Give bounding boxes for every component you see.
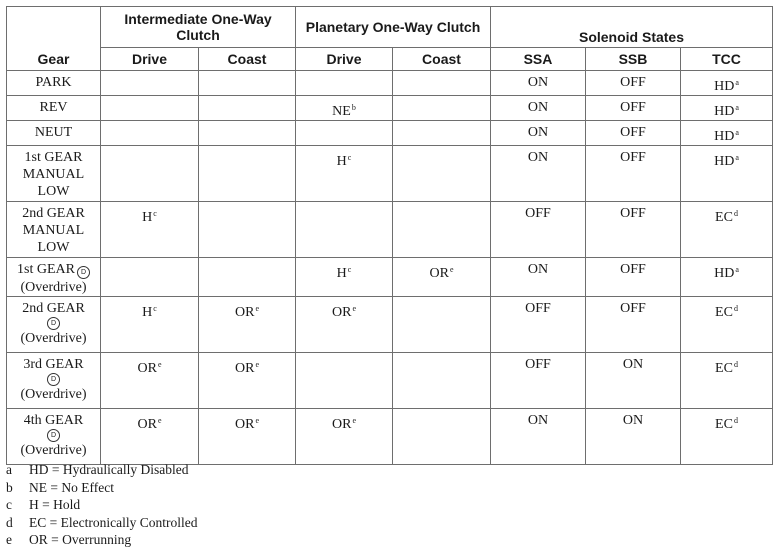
footnote-marker: e (157, 416, 162, 425)
cell-intermediate-drive (101, 146, 199, 202)
solenoid-states-table (6, 6, 773, 465)
cell-planetary-coast (393, 71, 491, 96)
overdrive-icon: D (47, 373, 60, 386)
footnote-marker: e (255, 416, 259, 425)
footnote-key: d (6, 514, 13, 530)
gear-label (7, 121, 101, 146)
cell-value: ON (527, 150, 549, 165)
table-row (7, 146, 773, 202)
footnote-marker: d (733, 304, 738, 313)
cell-intermediate-drive (101, 121, 199, 146)
cell-value: ON (622, 357, 644, 372)
cell-value: OR (429, 266, 449, 281)
gear-label-line: (Overdrive) (20, 280, 87, 295)
gear-label-line: LOW (37, 240, 70, 255)
cell-value: H (336, 154, 347, 169)
cell-value: OR (234, 417, 255, 432)
footnote-text: NE = No Effect (29, 479, 114, 495)
cell-value: H (336, 266, 347, 281)
cell-planetary-drive (296, 96, 393, 121)
cell-value: OFF (525, 301, 551, 316)
footnote-marker: c (153, 209, 157, 218)
cell-intermediate-drive (101, 96, 199, 121)
cell-intermediate-drive (101, 71, 199, 96)
footnote-marker: e (449, 265, 454, 274)
table-row (7, 96, 773, 121)
overdrive-icon: D (47, 429, 60, 442)
cell-value: OR (137, 417, 157, 432)
header-solenoid-states: Solenoid States (491, 7, 773, 48)
footnote-marker: a (735, 103, 739, 112)
cell-planetary-coast (393, 353, 491, 409)
cell-intermediate-drive (101, 353, 199, 409)
footnote-marker: e (255, 360, 259, 369)
cell-ssb (586, 353, 681, 409)
gear-label-line: 1st GEAR (17, 262, 75, 277)
cell-tcc (681, 258, 773, 297)
cell-intermediate-coast (199, 258, 296, 297)
gear-label (7, 146, 101, 202)
cell-value: OR (331, 417, 352, 432)
cell-planetary-coast (393, 96, 491, 121)
header-gear: Gear (7, 7, 101, 71)
cell-intermediate-coast (199, 96, 296, 121)
table-body (7, 71, 773, 465)
cell-value: HD (714, 104, 735, 119)
cell-intermediate-drive (101, 409, 199, 465)
cell-intermediate-coast (199, 353, 296, 409)
cell-value: OFF (620, 125, 646, 140)
gear-label-line: 2nd GEAR (22, 206, 85, 221)
cell-ssb (586, 297, 681, 353)
gear-label (7, 202, 101, 258)
cell-planetary-coast (393, 146, 491, 202)
gear-label (7, 409, 101, 465)
cell-tcc (681, 409, 773, 465)
cell-value: NE (332, 104, 351, 119)
cell-tcc (681, 96, 773, 121)
gear-label-line: (Overdrive) (20, 387, 87, 402)
cell-value: HD (714, 79, 735, 94)
cell-tcc (681, 353, 773, 409)
cell-planetary-drive (296, 202, 393, 258)
gear-label-line: 2nd GEAR (22, 301, 85, 316)
footnote-marker: a (735, 265, 739, 274)
footnote-text: EC = Electronically Controlled (29, 514, 198, 530)
footnote-marker: a (735, 153, 739, 162)
cell-planetary-coast (393, 258, 491, 297)
cell-ssa (491, 258, 586, 297)
cell-value: OR (137, 361, 157, 376)
footnote-marker: e (255, 304, 259, 313)
header-planetary-drive: Drive (296, 48, 393, 71)
cell-value: EC (715, 417, 733, 432)
cell-ssb (586, 121, 681, 146)
gear-label (7, 71, 101, 96)
footnote-marker: b (351, 103, 356, 112)
footnote-marker: d (733, 416, 738, 425)
cell-planetary-coast (393, 121, 491, 146)
footnote-item (6, 514, 406, 532)
cell-tcc (681, 297, 773, 353)
cell-value: EC (715, 305, 733, 320)
gear-label (7, 258, 101, 297)
cell-value: OR (234, 361, 255, 376)
cell-tcc (681, 202, 773, 258)
solenoid-table-container (6, 6, 772, 465)
gear-label-line: NEUT (34, 125, 73, 140)
cell-ssa (491, 121, 586, 146)
table-row (7, 202, 773, 258)
cell-ssa (491, 202, 586, 258)
footnote-marker: d (733, 209, 738, 218)
header-intermediate-drive: Drive (101, 48, 199, 71)
cell-ssa (491, 297, 586, 353)
footnote-key: e (6, 532, 12, 548)
cell-ssb (586, 258, 681, 297)
gear-label-line: 1st GEAR (24, 150, 83, 165)
cell-value: OFF (620, 206, 646, 221)
gear-label-line: (Overdrive) (20, 443, 87, 458)
cell-value: OR (234, 305, 255, 320)
cell-planetary-drive (296, 297, 393, 353)
footnote-marker: c (347, 153, 352, 162)
cell-intermediate-coast (199, 121, 296, 146)
cell-intermediate-coast (199, 202, 296, 258)
gear-label-line: 4th GEAR (23, 413, 84, 428)
table-row (7, 258, 773, 297)
gear-label (7, 96, 101, 121)
gear-label (7, 297, 101, 353)
footnote-text: H = Hold (29, 497, 81, 513)
cell-intermediate-coast (199, 297, 296, 353)
footnotes (6, 461, 406, 549)
footnote-marker: c (153, 304, 157, 313)
gear-label-line: PARK (35, 75, 72, 90)
footnote-key: c (6, 497, 12, 513)
cell-ssa (491, 146, 586, 202)
cell-value: HD (714, 266, 735, 281)
cell-value: OFF (620, 100, 646, 115)
cell-ssa (491, 71, 586, 96)
cell-intermediate-coast (199, 71, 296, 96)
footnote-marker: e (352, 416, 356, 425)
cell-planetary-drive (296, 258, 393, 297)
cell-planetary-drive (296, 409, 393, 465)
table-row (7, 409, 773, 465)
cell-value: OR (331, 305, 352, 320)
cell-intermediate-drive (101, 202, 199, 258)
cell-value: EC (715, 361, 733, 376)
cell-value: OFF (620, 150, 646, 165)
cell-planetary-coast (393, 297, 491, 353)
gear-label-line: (Overdrive) (20, 331, 87, 346)
cell-ssa (491, 409, 586, 465)
cell-ssa (491, 96, 586, 121)
cell-value: ON (527, 262, 549, 277)
header-intermediate-coast: Coast (199, 48, 296, 71)
cell-planetary-coast (393, 409, 491, 465)
cell-ssb (586, 146, 681, 202)
cell-value: OFF (525, 357, 551, 372)
cell-ssb (586, 96, 681, 121)
footnote-key: b (6, 479, 13, 495)
cell-value: H (142, 305, 153, 320)
cell-value: ON (527, 75, 549, 90)
cell-value: HD (714, 129, 735, 144)
cell-planetary-drive (296, 353, 393, 409)
footnote-marker: d (733, 360, 738, 369)
cell-value: OFF (620, 301, 646, 316)
header-planetary-coast: Coast (393, 48, 491, 71)
footnote-text: HD = Hydraulically Disabled (29, 462, 189, 477)
cell-ssb (586, 71, 681, 96)
gear-label-line: MANUAL (22, 223, 85, 238)
header-tcc: TCC (681, 48, 773, 71)
cell-ssa (491, 353, 586, 409)
gear-label-line: LOW (37, 184, 70, 199)
table-row (7, 121, 773, 146)
footnote-item (6, 496, 406, 514)
cell-tcc (681, 146, 773, 202)
cell-value: OFF (620, 75, 646, 90)
footnote-marker: e (352, 304, 356, 313)
table-row (7, 353, 773, 409)
footnote-marker: c (347, 265, 352, 274)
footnote-marker: e (157, 360, 162, 369)
gear-label-line: 3rd GEAR (23, 357, 84, 372)
header-ssa: SSA (491, 48, 586, 71)
cell-value: H (142, 210, 153, 225)
footnote-marker: a (735, 78, 739, 87)
footnote-item (6, 531, 406, 549)
overdrive-icon: D (77, 266, 90, 279)
cell-intermediate-drive (101, 258, 199, 297)
cell-value: OFF (620, 262, 646, 277)
table-row (7, 71, 773, 96)
cell-tcc (681, 121, 773, 146)
cell-intermediate-drive (101, 297, 199, 353)
cell-value: ON (622, 413, 644, 428)
cell-ssb (586, 409, 681, 465)
footnote-item (6, 479, 406, 497)
cell-value: HD (714, 154, 735, 169)
cell-planetary-coast (393, 202, 491, 258)
footnote-text: OR = Overrunning (29, 532, 132, 548)
header-intermediate-clutch: Intermediate One-Way Clutch (101, 7, 296, 48)
cell-intermediate-coast (199, 146, 296, 202)
header-planetary-clutch: Planetary One-Way Clutch (296, 7, 491, 48)
header-ssb: SSB (586, 48, 681, 71)
gear-label-line: REV (39, 100, 68, 115)
overdrive-icon: D (47, 317, 60, 330)
cell-tcc (681, 71, 773, 96)
table-row (7, 297, 773, 353)
footnote-key: a (6, 462, 12, 477)
cell-value: ON (527, 125, 549, 140)
cell-value: ON (527, 413, 549, 428)
cell-intermediate-coast (199, 409, 296, 465)
gear-label (7, 353, 101, 409)
footnote-marker: a (735, 128, 739, 137)
cell-ssb (586, 202, 681, 258)
cell-value: ON (527, 100, 549, 115)
cell-planetary-drive (296, 71, 393, 96)
footnote-item (6, 461, 406, 479)
cell-planetary-drive (296, 121, 393, 146)
cell-planetary-drive (296, 146, 393, 202)
cell-value: EC (715, 210, 733, 225)
gear-label-line: MANUAL (22, 167, 85, 182)
cell-value: OFF (525, 206, 551, 221)
